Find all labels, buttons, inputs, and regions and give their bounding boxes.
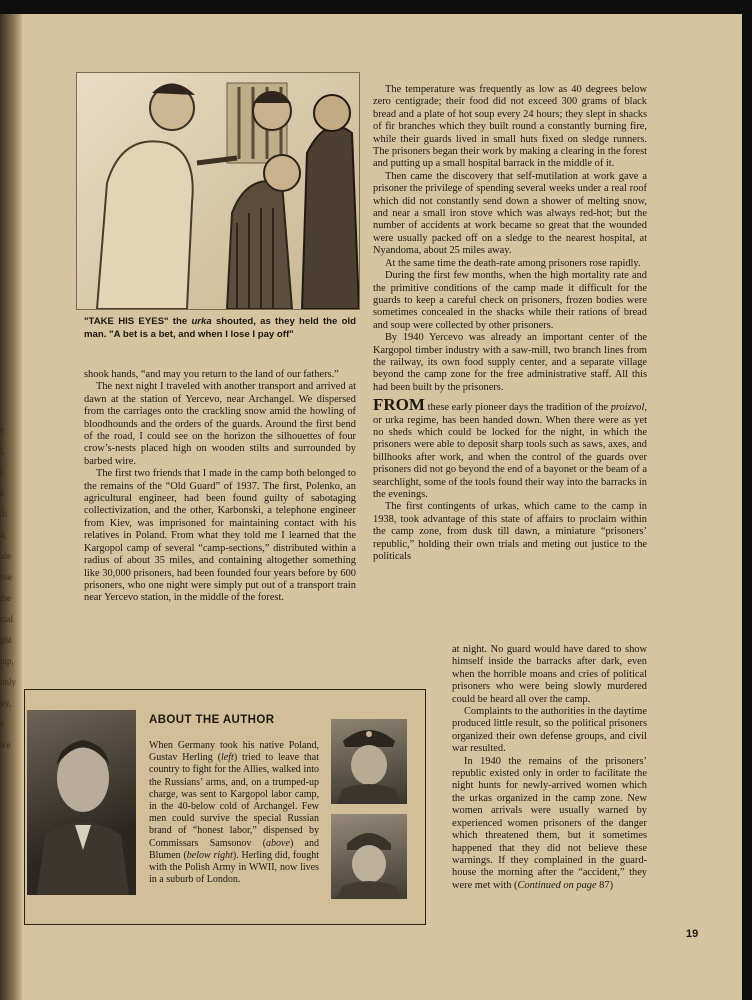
text-run: , or urka regime, has been handed down. When there were as yet no sheds which could be locked for the night, in which the prisoners were able to deposit sharp tools such as saws, axes, and billhooks after work, and when the control of the guards over prisoners did not go beyond the end of a bayonet or the beam of a searchlight, some of the tools found their way into the barracks in the evenings.	[373, 402, 647, 500]
paragraph: Complaints to the authorities in the daytime produced little result, so the political prisoners organized their own defense groups, and civil war resulted.	[452, 706, 647, 755]
commissar-photo-blumen	[331, 814, 407, 899]
caption-rest: shouted, as they held the old man. "A bet is a bet, and when I lose I pay off"	[84, 316, 356, 340]
gutter-line: ide	[0, 551, 11, 561]
scan-border-right	[742, 0, 752, 1000]
text-run: )	[609, 879, 614, 891]
caption-lead: "TAKE HIS EYES"	[84, 316, 169, 327]
about-author-text	[149, 740, 319, 886]
paragraph: The temperature was frequently as low as 40 degrees below zero centigrade; their food did not exceed 300 grams of black bread and a plate of hot soup every 24 hours; they slept in shacks of fir branches which they built round a constantly burning fire, while their guards lived in small huts fixed on sledge runners. The prisoners began their work by making a clearing in the forest and putting up a small hospital barrack in the middle of it.	[373, 84, 647, 170]
paragraph: The first two friends that I made in the camp both belonged to the remains of the “Old Guard” of 1937. The first, Polenko, an agricultural engineer, had been found guilty of sabotaging collectivization, and the other, Karbonski, a telephone engineer from Kiev, was imprisoned for maintaining contact with his relatives in Poland. From what they told me I learned that the Kargopol camp of several “camp-sections,” distributed within a radius of about 35 miles, and containing altogether something like 30,000 prisoners, had been founded four years before by 600 prisoners, who one night were simply put out of a transport train near Yercevo station, in the middle of the forest.	[84, 468, 356, 604]
page-number: 19	[686, 928, 699, 940]
commissar-photo-samsonov	[331, 719, 407, 804]
continued-label: Continued on page	[517, 879, 597, 891]
illustration-drawing	[77, 73, 359, 309]
gutter-line: th	[0, 509, 8, 519]
samsonov-drawing	[331, 719, 407, 804]
dropcap-word: FROM	[373, 395, 425, 415]
author-photo-drawing	[27, 710, 136, 895]
caption-urka: urka	[191, 316, 212, 327]
blumen-drawing	[331, 814, 407, 899]
gutter-line: e	[0, 425, 4, 435]
gutter-line: ght	[0, 635, 12, 645]
scan-border-top	[0, 0, 752, 14]
text-run: these early pioneer days the tradition of the	[424, 402, 611, 414]
gutter-line: e	[0, 488, 4, 498]
author-photo	[27, 710, 136, 895]
paragraph: Then came the discovery that self-mutilation at work gave a prisoner the privilege of spending several weeks under a real roof which did not constantly send down a shower of melting snow, and near a small iron stove which was always red-hot; but the number of accidents at work became so great that the wounded were usually packed off on a sledge to the nearest hospital, at Nyandoma, about 25 miles away.	[373, 170, 647, 257]
paragraph: At the same time the death-rate among prisoners rose rapidly.	[385, 257, 641, 269]
text-italic: left	[221, 752, 234, 764]
text-run: In 1940 the remains of the prisoners’ republic existed only in order to facilitate the night hunts for newly-arrived women which the urkas organized in the camp zone. New women arrivals were usually warned by experienced women prisoners of the danger which threatened them, but it sometimes happened that they did not believe these warnings. If they complained in the guard-house the morning after the “accident,” they were met with (	[452, 755, 647, 891]
text-run: When Germany took his native Poland, Gustav Herling (	[149, 740, 319, 764]
gutter-fragments	[0, 420, 16, 756]
gutter-line: only	[0, 677, 17, 687]
barracks-illustration	[76, 72, 360, 310]
caption-the: the	[168, 316, 192, 327]
gutter-line: s we	[0, 719, 11, 750]
text-italic: proizvol	[610, 402, 645, 414]
gutter-line: the	[0, 593, 11, 603]
text-run: ) and Blumen (	[149, 837, 319, 861]
paragraph-dropcap	[373, 395, 647, 501]
illustration-caption	[84, 315, 356, 341]
text-run: ). Herling did, fought with the Polish Army in WWII, now lives in a suburb of London.	[149, 849, 320, 886]
text-run: ) tried to leave that country to fight for the Allies, walked into the Russians’ arms, and, on a trumped-up charge, was sent to Kargopol labor camp, in the 40-below cold of Archangel. Few men could survive the special Russian brand of “honest labor,” dispensed by Commissars Samsonov (	[149, 752, 319, 849]
gutter-line: nip,	[0, 656, 14, 666]
article-column-1	[84, 369, 356, 605]
paragraph: shook hands, “and may you return to the land of our fathers.”	[84, 369, 339, 380]
paragraph: During the first few months, when the high mortality rate and the primitive conditions of the camp made it difficult for the guards to keep a careful check on prisoners, frozen bodies were sometimes concealed in the shacks while their rations of bread and soup were collected by other prisoners.	[373, 270, 647, 331]
gutter-line: d,	[0, 530, 7, 540]
gutter-line: ity,	[0, 698, 12, 708]
paragraph: The first contingents of urkas, which came to the camp in 1938, took advantage of this state of affairs to proclaim within the camp zone, from dusk till dawn, a miniature “prisoners’ republic,” holding their own trials and meting out justice to the politicals	[373, 501, 647, 563]
about-author-title: ABOUT THE AUTHOR	[149, 714, 275, 726]
text-italic: above	[266, 837, 290, 849]
text-italic: below right	[186, 849, 233, 861]
paragraph: The next night I traveled with another transport and arrived at dawn at the station of Yercevo, near Archangel. We dispersed from the carriages onto the crackling snow amid the howling of bloodhounds and the orders of the guards. Around the first bend of the road, I could see on the horizon the silhouettes of four crow’s-nests placed high on wooden stilts and surrounded by barbed wire.	[84, 381, 356, 467]
gutter-line: use	[0, 572, 12, 582]
continued-page: 87	[596, 879, 610, 891]
article-column-3	[452, 644, 647, 892]
paragraph: By 1940 Yercevo was already an important center of the Kargopol timber industry with a saw-mill, two branch lines from the railway, its own food supply center, and a separate village beyond the camp zone for the free administrative staff. All this had been built by the prisoners.	[373, 332, 647, 393]
paragraph	[452, 756, 647, 892]
gutter-line: i	[0, 467, 3, 477]
gutter-line: l,	[0, 446, 5, 456]
gutter-line: cial	[0, 614, 13, 624]
article-column-2	[373, 84, 647, 563]
paragraph: at night. No guard would have dared to show himself inside the barracks after dark, even when the horrible moans and cries of political prisoners who were being slowly murdered could be heard all over the camp.	[452, 644, 647, 705]
